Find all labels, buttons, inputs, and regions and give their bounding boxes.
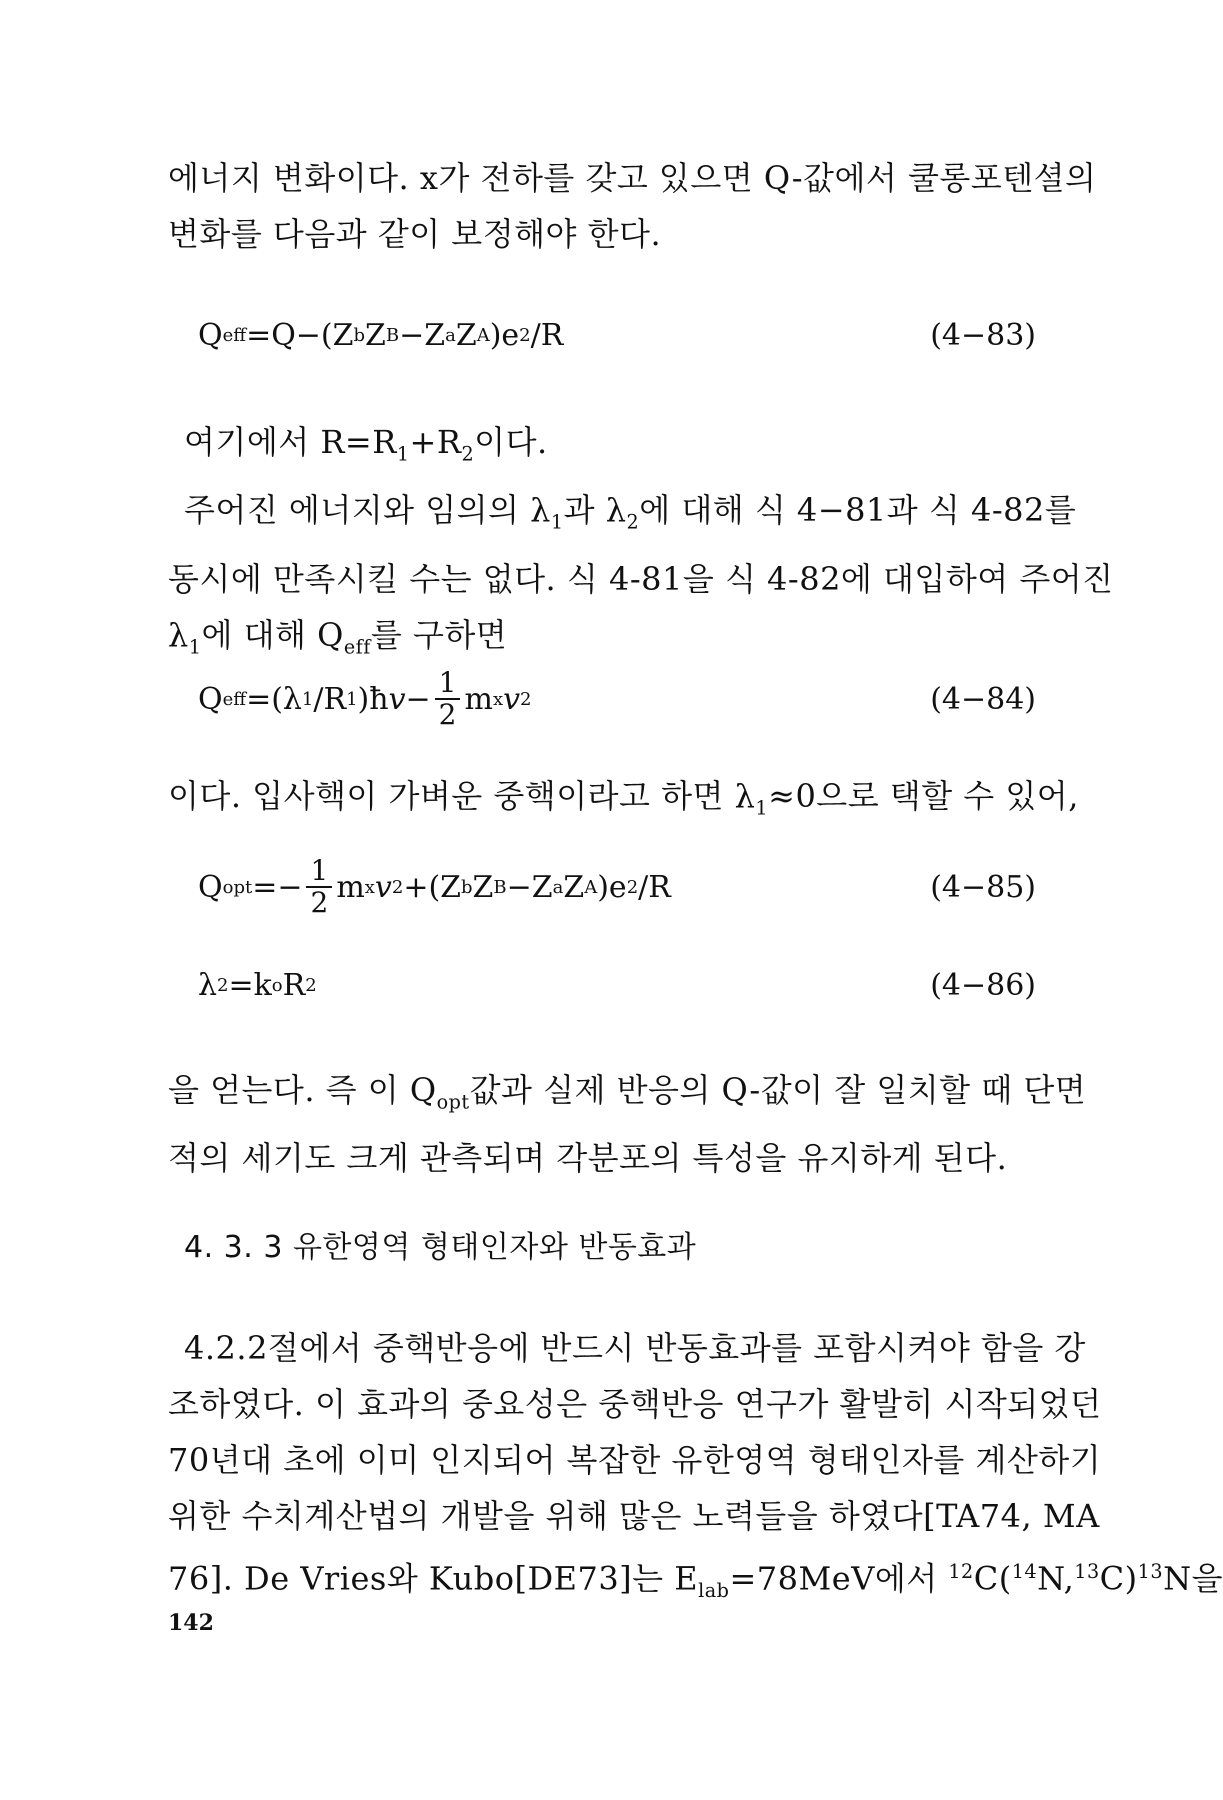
text-line: 여기에서 $R=R_1+R_2$이다.	[184, 423, 548, 466]
equation-number: (4−86)	[930, 967, 1036, 1003]
text-line: 76]. De Vries와 Kubo[DE73]는 $E_{lab}=78MeV$에서 $^{12}C(^{14}N,^{13}C)^{13}N$을	[168, 1559, 1223, 1603]
paragraph-optimal-q	[168, 1062, 1087, 1186]
text-line: 이다. 입사핵이 가벼운 중핵이라고 하면 $\lambda_1\approx 0$으로 택할 수 있어,	[168, 777, 1079, 820]
equation-body: Q eff =Q−(Z b Z B −Z a Z A )e 2 /R	[198, 317, 564, 353]
text-line: 위한 수치계산법의 개발을 위해 많은 노력들을 하였다[TA74, MA	[168, 1497, 1100, 1535]
fraction-one-half: $\frac{1}{2}$	[306, 856, 332, 918]
equation-number: (4−84)	[930, 681, 1036, 717]
equation-4-85	[168, 852, 1036, 922]
paragraph-recoil-effect	[168, 1320, 1223, 1619]
text-line: 동시에 만족시킬 수는 없다. 식 4-81을 식 4-82에 대입하여 주어진	[168, 559, 1114, 598]
section-heading: 4. 3. 3 유한영역 형태인자와 반동효과	[184, 1230, 697, 1265]
equation-body: Q eff =(λ 1 /R 1 )ħ v − $\frac{1}{2}$ m x v 2	[198, 666, 532, 731]
equation-body: λ 2 =k o R 2	[198, 967, 317, 1003]
text-line: 에너지 변화이다. x가 전하를 갖고 있으면 Q-값에서 쿨롱포텐셜의	[168, 159, 1097, 197]
text-line: 주어진 에너지와 임의의 $\lambda_1$과 $\lambda_2$에 대해 식 4−81과 식 4-82를	[184, 491, 1077, 534]
equation-4-84	[168, 664, 1036, 734]
text-line: 4.2.2절에서 중핵반응에 반드시 반동효과를 포함시켜야 함을 강	[184, 1329, 1086, 1367]
text-line: 변화를 다음과 같이 보정해야 한다.	[168, 215, 662, 253]
paragraph-light-projectile	[168, 768, 1079, 836]
paragraph-coulomb-correction	[168, 150, 1097, 262]
equation-number: (4−83)	[930, 317, 1036, 353]
text-line: 을 얻는다. 즉 이 $Q_{opt}$값과 실제 반응의 Q-값이 잘 일치할 때 단면	[168, 1071, 1087, 1114]
paragraph-substitution	[168, 414, 1114, 675]
text-line: 적의 세기도 크게 관측되며 각분포의 특성을 유지하게 된다.	[168, 1139, 1008, 1178]
equation-4-83	[168, 300, 1036, 370]
text-line: 조하였다. 이 효과의 중요성은 중핵반응 연구가 활발히 시작되었던	[168, 1385, 1102, 1423]
equation-body: Q opt =− $\frac{1}{2}$ m x v 2 +(Z b Z B −Z a Z A )e 2 /R	[198, 854, 671, 919]
equation-4-86	[168, 950, 1036, 1020]
fraction-one-half: $\frac{1}{2}$	[435, 668, 461, 730]
page-number: 142	[168, 1610, 214, 1636]
equation-number: (4−85)	[930, 869, 1036, 905]
text-line: 70년대 초에 이미 인지되어 복잡한 유한영역 형태인자를 계산하기	[168, 1441, 1102, 1479]
text-line: $\lambda_1$에 대해 $Q_{eff}$를 구하면	[168, 615, 508, 659]
